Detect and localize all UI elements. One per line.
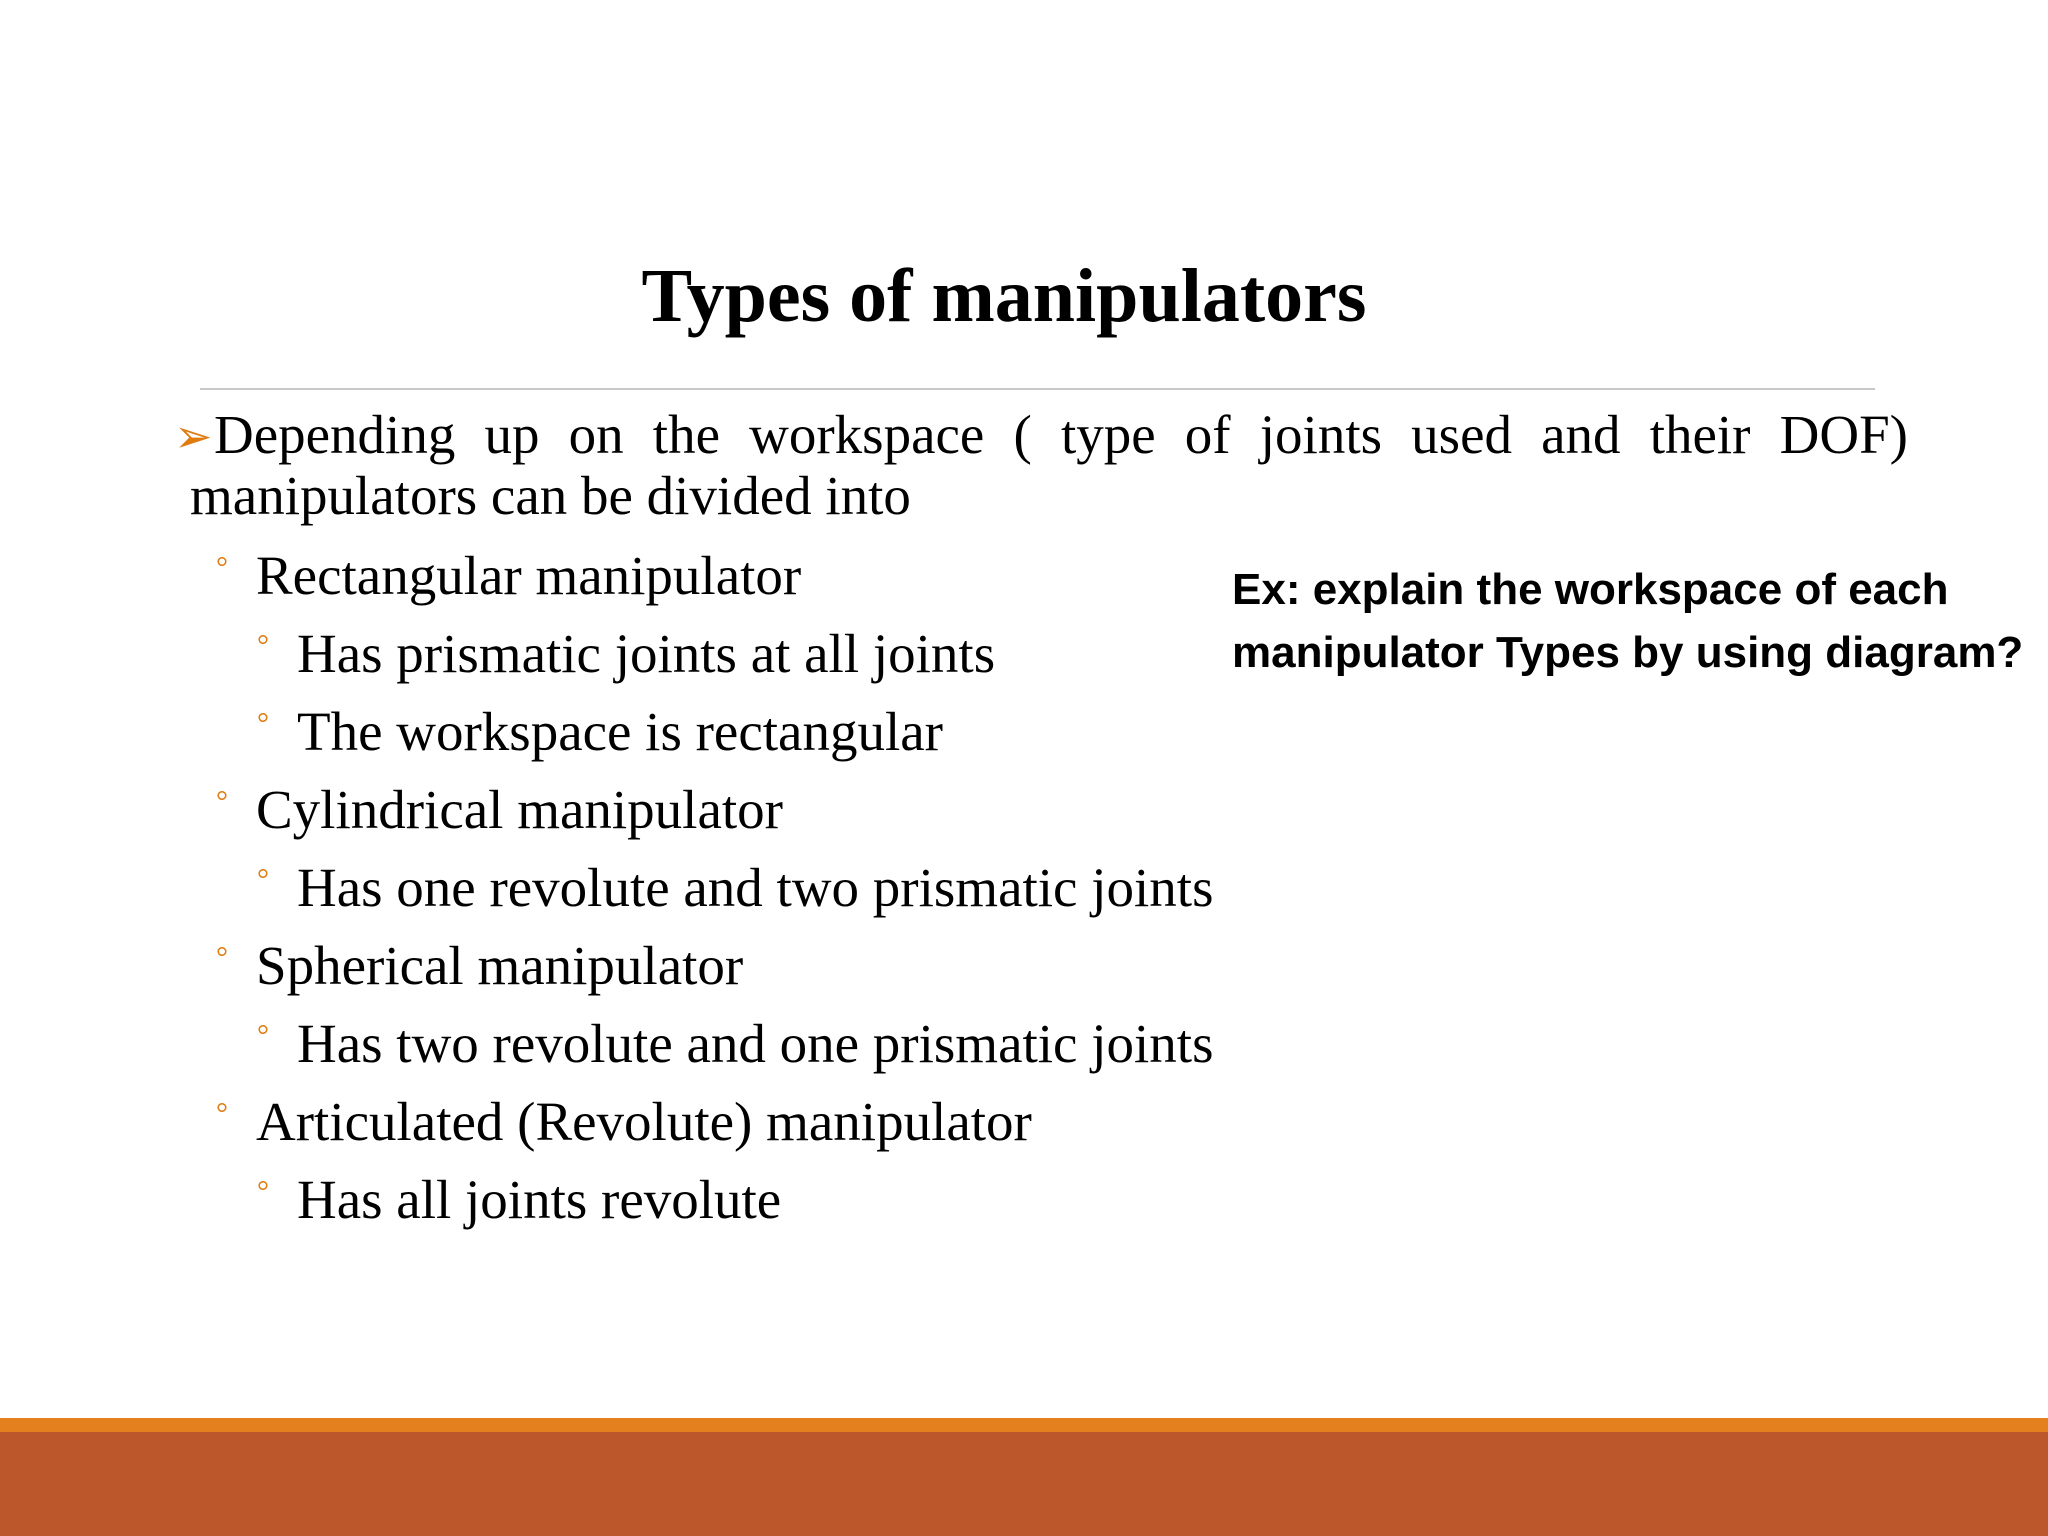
circle-bullet-icon: ° xyxy=(257,629,269,662)
list-item-label: Has one revolute and two prismatic joints xyxy=(297,857,1214,918)
list-item-label: Cylindrical manipulator xyxy=(256,779,783,840)
arrow-bullet-icon: ➢ xyxy=(174,411,213,462)
footer-bar xyxy=(0,1432,2048,1536)
exercise-note xyxy=(1232,558,2032,684)
list-item-label: Has two revolute and one prismatic joints xyxy=(297,1013,1214,1074)
circle-bullet-icon: ° xyxy=(216,941,228,974)
list-item-label: Articulated (Revolute) manipulator xyxy=(256,1091,1032,1152)
list-subitem xyxy=(257,1169,782,1230)
list-item-label: Spherical manipulator xyxy=(256,935,744,996)
list-item-cylindrical xyxy=(216,779,783,840)
list-subitem xyxy=(257,1013,1214,1074)
list-item-label: Rectangular manipulator xyxy=(256,545,802,606)
exercise-line-2: manipulator Types by using diagram? xyxy=(1232,628,2024,677)
title-divider xyxy=(200,388,1875,390)
circle-bullet-icon: ° xyxy=(216,785,228,818)
footer-accent-bar xyxy=(0,1418,2048,1432)
circle-bullet-icon: ° xyxy=(257,1019,269,1052)
list-subitem xyxy=(257,623,996,684)
list-item-label: The workspace is rectangular xyxy=(297,701,943,762)
list-item-spherical xyxy=(216,935,744,996)
circle-bullet-icon: ° xyxy=(257,707,269,740)
intro-line-2: manipulators can be divided into xyxy=(190,465,911,526)
intro-line-1: Depending up on the workspace ( type of joints used and their DOF) xyxy=(214,404,1908,465)
circle-bullet-icon: ° xyxy=(257,863,269,896)
circle-bullet-icon: ° xyxy=(216,551,228,584)
list-subitem xyxy=(257,857,1214,918)
intro-paragraph xyxy=(174,404,1908,526)
list-item-label: Has prismatic joints at all joints xyxy=(297,623,996,684)
slide-title: Types of manipulators xyxy=(641,254,1367,338)
list-subitem xyxy=(257,701,943,762)
circle-bullet-icon: ° xyxy=(216,1097,228,1130)
list-item-rectangular xyxy=(216,545,802,606)
circle-bullet-icon: ° xyxy=(257,1175,269,1208)
list-item-articulated xyxy=(216,1091,1032,1152)
list-item-label: Has all joints revolute xyxy=(297,1169,782,1230)
exercise-line-1: Ex: explain the workspace of each xyxy=(1232,565,1949,614)
